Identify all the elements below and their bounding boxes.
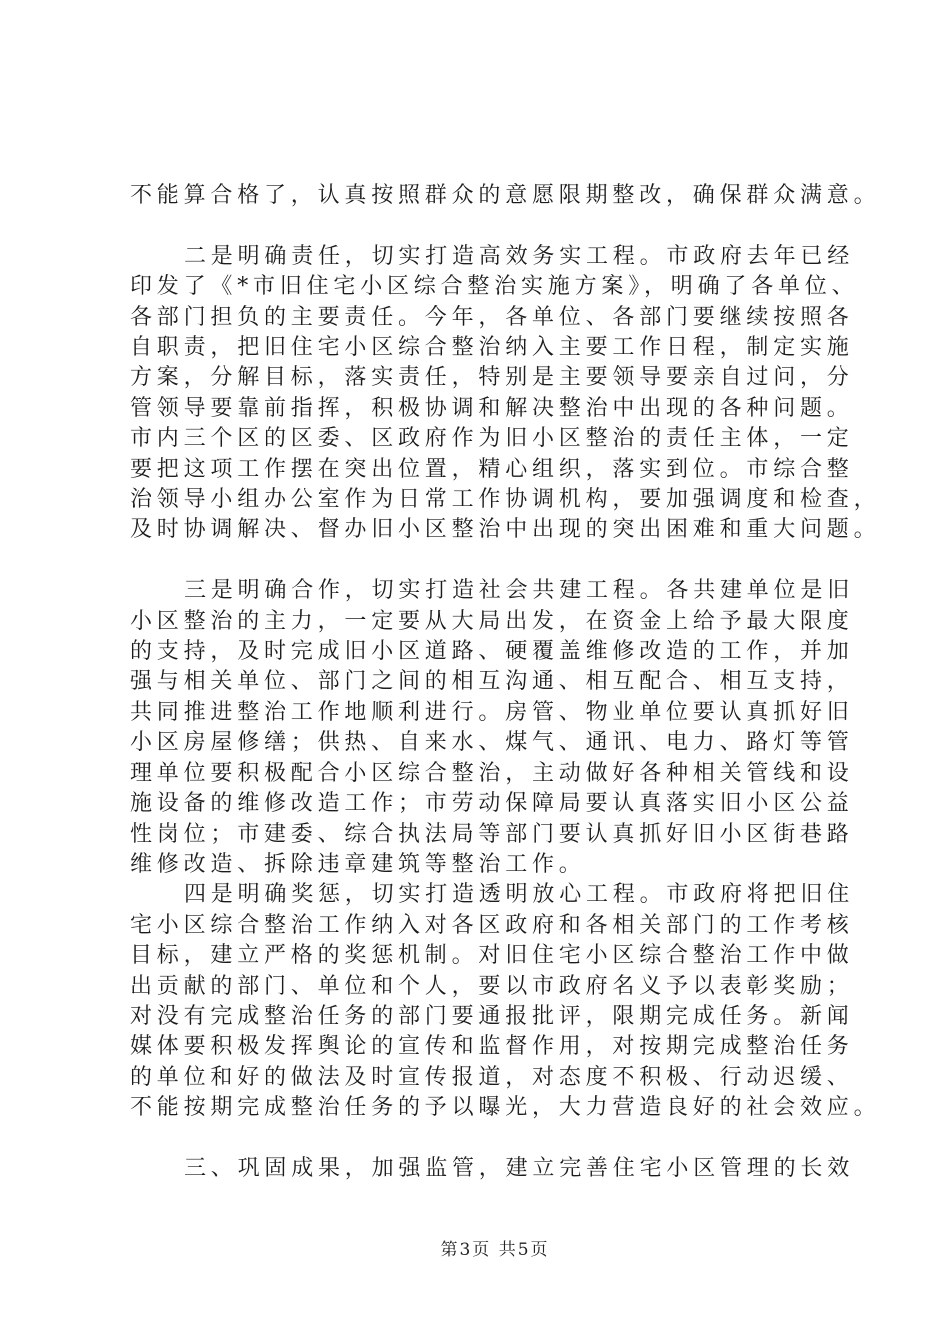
text-line: 媒体要积极发挥舆论的宣传和监督作用，对按期完成整治任务 xyxy=(130,1034,854,1060)
text-line: 不能按期完成整治任务的予以曝光，大力营造良好的社会效应。 xyxy=(130,1095,881,1121)
text-line: 宅小区综合整治工作纳入对各区政府和各相关部门的工作考核 xyxy=(130,912,854,938)
page-footer xyxy=(130,1239,860,1261)
paragraph-point-four xyxy=(130,880,881,1123)
text-line: 对没有完成整治任务的部门要通报批评，限期完成任务。新闻 xyxy=(130,1003,854,1029)
text-line: 印发了《*市旧住宅小区综合整治实施方案》，明确了各单位、 xyxy=(130,274,859,300)
text-line: 各部门担负的主要责任。今年，各单位、各部门要继续按照各 xyxy=(130,304,854,330)
paragraph-section-three-heading xyxy=(130,1154,865,1184)
text-line: 市内三个区的区委、区政府作为旧小区整治的责任主体，一定 xyxy=(130,426,854,452)
text-line: 方案，分解目标，落实责任，特别是主要领导要亲自过问，分 xyxy=(130,365,854,391)
text-line: 的支持，及时完成旧小区道路、硬覆盖维修改造的工作，并加 xyxy=(130,639,854,665)
text-line: 自职责，把旧住宅小区综合整治纳入主要工作日程，制定实施 xyxy=(130,335,854,361)
paragraph-continuation xyxy=(130,181,881,211)
text-line: 三是明确合作，切实打造社会共建工程。各共建单位是旧 xyxy=(184,578,855,604)
text-line: 四是明确奖惩，切实打造透明放心工程。市政府将把旧住 xyxy=(184,882,855,908)
text-line: 不能算合格了，认真按照群众的意愿限期整改，确保群众满意。 xyxy=(130,183,881,208)
text-line: 共同推进整治工作地顺利进行。房管、物业单位要认真抓好旧 xyxy=(130,699,854,725)
text-line: 的单位和好的做法及时宣传报道，对态度不积极、行动迟缓、 xyxy=(130,1064,854,1090)
text-line: 及时协调解决、督办旧小区整治中出现的突出困难和重大问题。 xyxy=(130,517,881,543)
paragraph-point-three xyxy=(130,576,865,880)
text-line: 小区房屋修缮；供热、自来水、煤气、通讯、电力、路灯等管 xyxy=(130,730,854,756)
text-line: 性岗位；市建委、综合执法局等部门要认真抓好旧小区街巷路 xyxy=(130,821,854,847)
document-body xyxy=(130,181,881,1184)
text-line: 施设备的维修改造工作；市劳动保障局要认真落实旧小区公益 xyxy=(130,791,854,817)
paragraph-point-two xyxy=(130,242,881,546)
page-number-label: 第3页 共5页 xyxy=(440,1240,550,1260)
text-line: 治领导小组办公室作为日常工作协调机构，要加强调度和检查， xyxy=(130,487,881,513)
text-line: 强与相关单位、部门之间的相互沟通、相互配合、相互支持， xyxy=(130,669,854,695)
text-line: 要把这项工作摆在突出位置，精心组织，落实到位。市综合整 xyxy=(130,456,854,482)
text-line: 二是明确责任，切实打造高效务实工程。市政府去年已经 xyxy=(184,243,855,269)
text-line: 小区整治的主力，一定要从大局出发，在资金上给予最大限度 xyxy=(130,608,854,634)
text-line: 管领导要靠前指挥，积极协调和解决整治中出现的各种问题。 xyxy=(130,395,854,421)
text-line: 三、巩固成果，加强监管，建立完善住宅小区管理的长效 xyxy=(184,1155,855,1181)
text-line: 维修改造、拆除违章建筑等整治工作。 xyxy=(130,851,586,877)
text-line: 目标，建立严格的奖惩机制。对旧住宅小区综合整治工作中做 xyxy=(130,943,854,969)
text-line: 理单位要积极配合小区综合整治，主动做好各种相关管线和设 xyxy=(130,760,854,786)
text-line: 出贡献的部门、单位和个人，要以市政府名义予以表彰奖励； xyxy=(130,973,854,999)
